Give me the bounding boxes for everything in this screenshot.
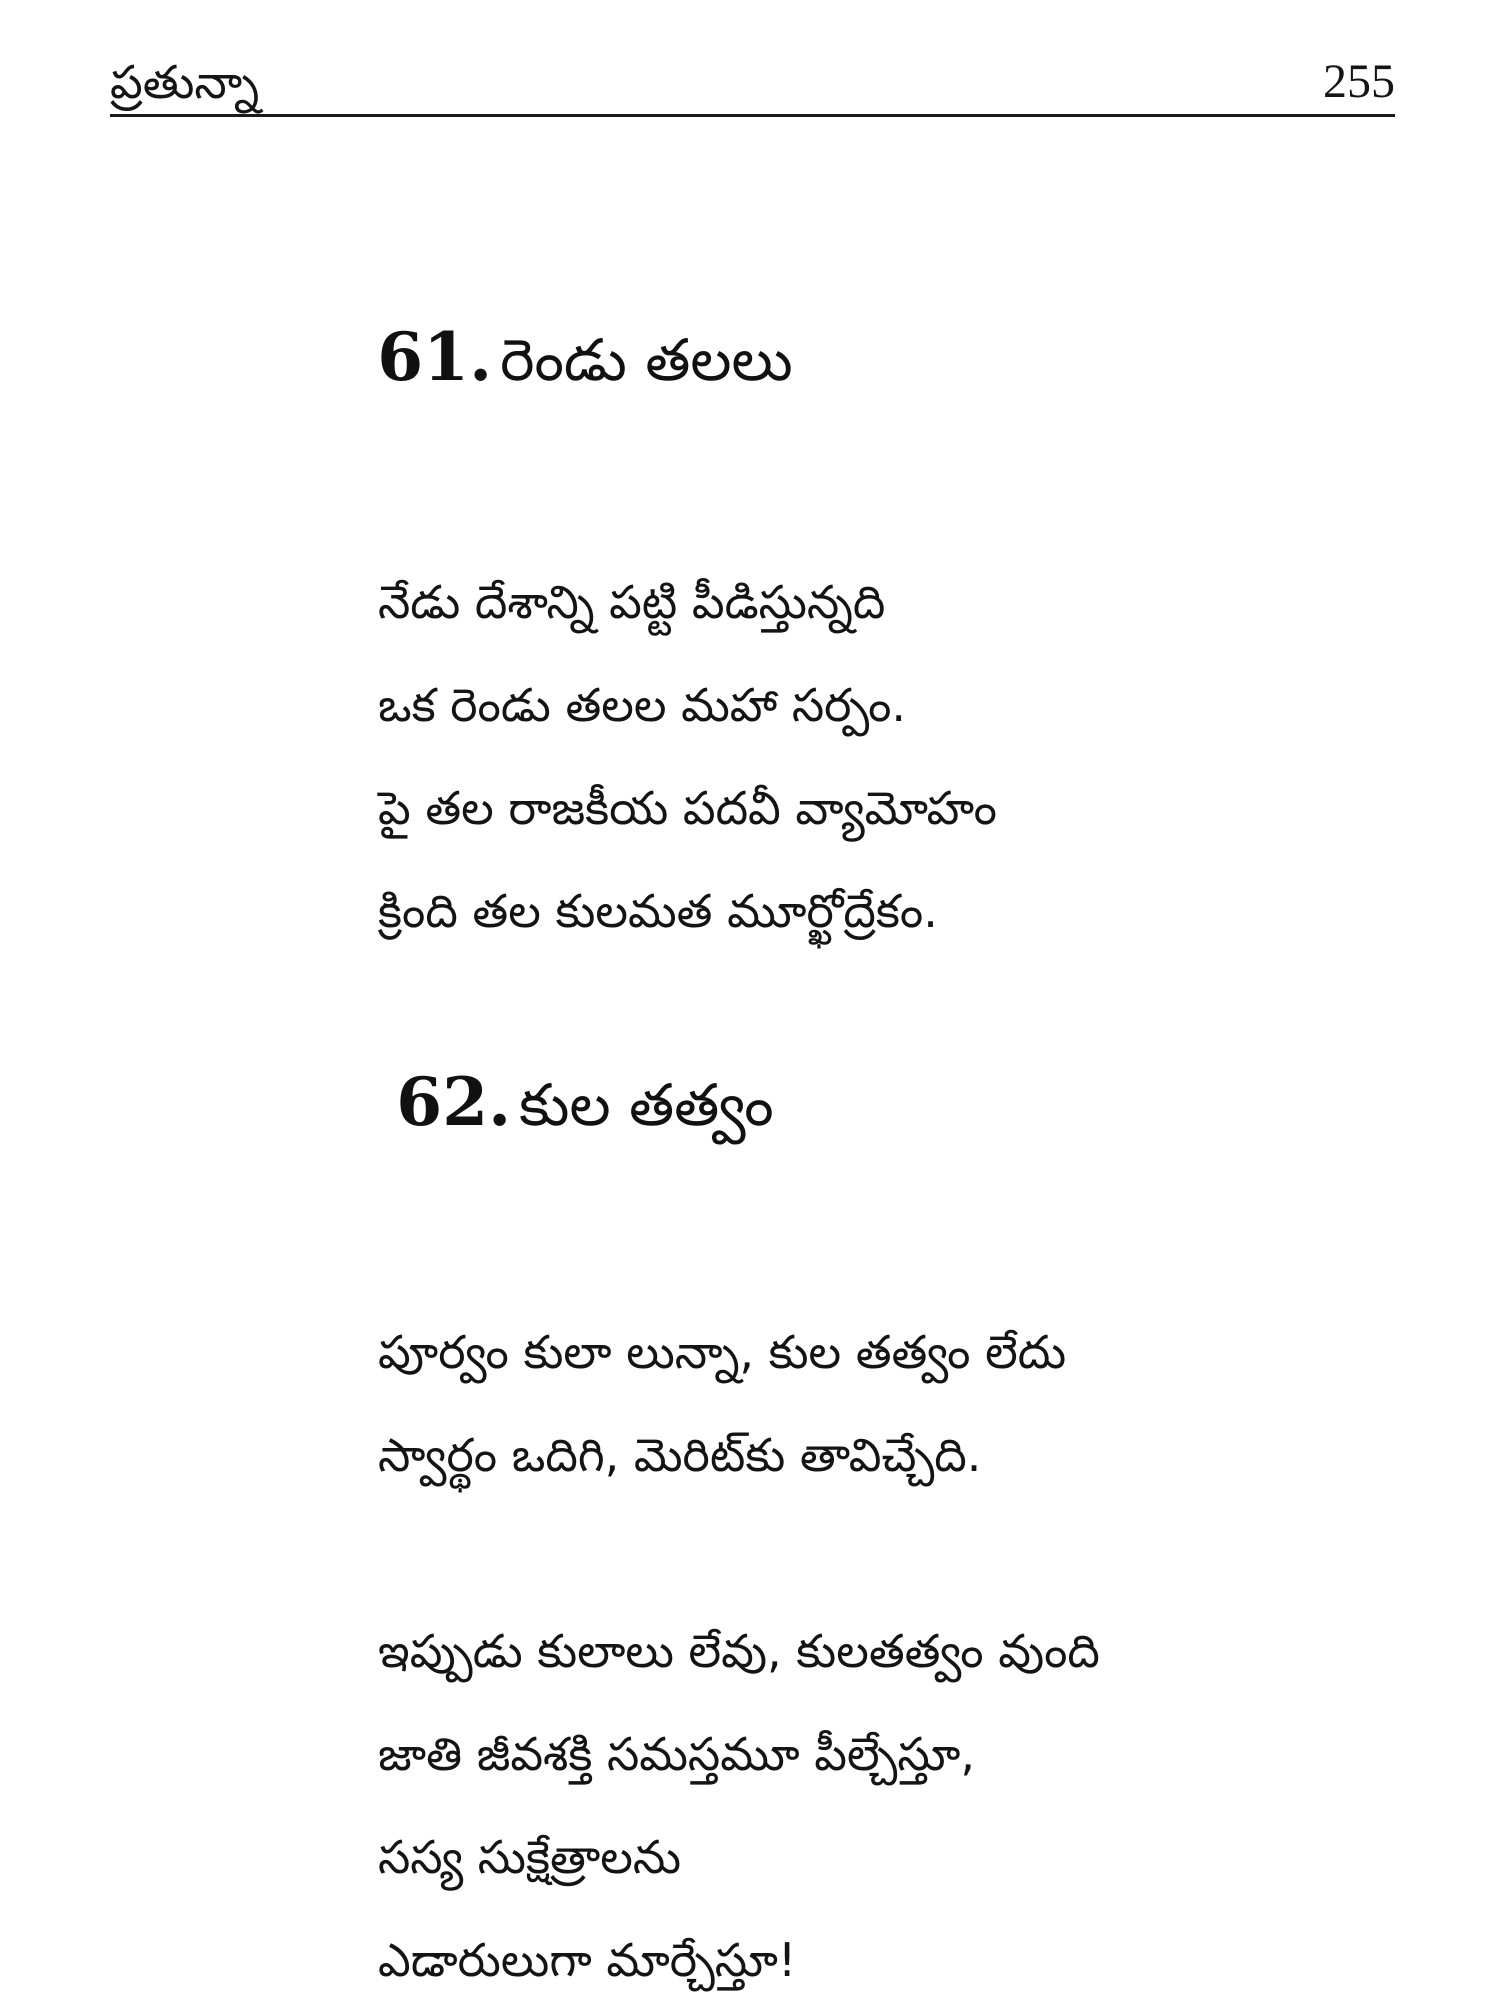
verse-line: పై తల రాజకీయ పదవీ వ్యామోహం [378, 781, 997, 835]
header-rule [110, 114, 1395, 117]
running-title: ప్రతున్నా [110, 55, 260, 109]
verse-line: పూర్వం కులా లున్నా, కుల తత్వం లేదు [378, 1325, 1067, 1379]
poem-61-title-text: రెండు తలలు [500, 326, 793, 394]
poem-61-number: 61. [377, 318, 493, 396]
verse-line: జాతి జీవశక్తి సమస్తమూ పీల్చేస్తూ, [378, 1727, 975, 1781]
running-header [110, 44, 1395, 124]
verse-line: క్రింది తల కులమత మూర్ఖోద్రేకం. [378, 884, 938, 938]
poem-61-title [0, 318, 1170, 409]
poem-62-stanza-1 [378, 1301, 1066, 1507]
verse-line: ఇప్పుడు కులాలు లేవు, కులతత్వం వుంది [378, 1624, 1100, 1678]
poem-62-stanza-2 [378, 1600, 1100, 2012]
poem-61-stanza-1 [378, 551, 997, 963]
verse-line: ఒక రెండు తలల మహా సర్పం. [378, 678, 907, 732]
verse-line: నేడు దేశాన్ని పట్టి పీడిస్తున్నది [378, 575, 886, 629]
poem-62-number: 62. [396, 1063, 512, 1141]
verse-line: ఎడారులుగా మార్చేస్తూ! [378, 1933, 797, 1987]
poem-62-title-text: కుల తత్వం [519, 1071, 774, 1139]
page-number: 255 [1323, 55, 1395, 108]
poem-62-title [0, 1063, 1170, 1154]
verse-line: స్వార్థం ఒదిగి, మెరిట్‌కు తావిచ్చేది. [378, 1428, 982, 1482]
verse-line: సస్య సుక్షేత్రాలను [378, 1830, 682, 1884]
